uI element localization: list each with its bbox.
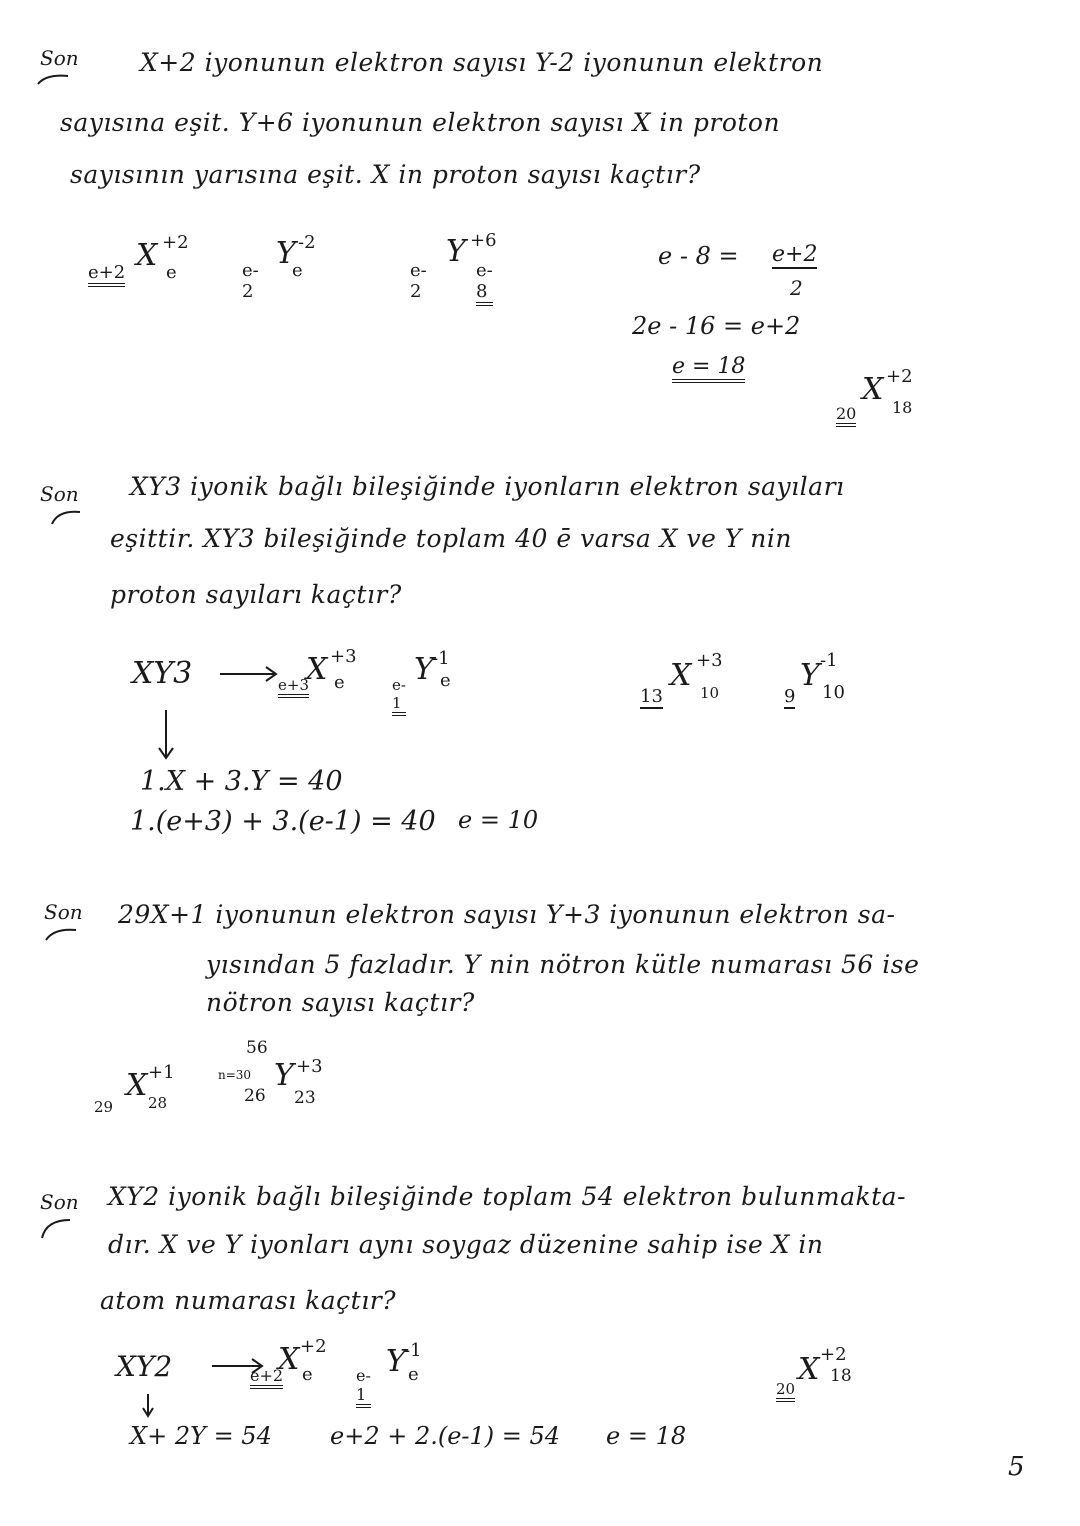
q3-line-3: nötron sayısı kaçtır? — [206, 988, 475, 1017]
q1-eq-denominator: 2 — [790, 276, 803, 300]
q4-line-3: atom numarası kaçtır? — [100, 1286, 397, 1315]
q1-eq-numerator: e+2 — [772, 242, 818, 267]
q2-eq-3: e = 10 — [458, 806, 539, 834]
q3-label: Son — [44, 900, 83, 924]
q2-line-2: eşittir. XY3 bileşiğinde toplam 40 ē varsa X ve Y nin — [110, 524, 792, 553]
q2-eq-2: 1.(e+3) + 3.(e-1) = 40 — [130, 806, 436, 837]
q4-line-1: XY2 iyonik bağlı bileşiğinde toplam 54 elektron bulunmakta- — [108, 1182, 907, 1211]
q2-line-3: proton sayıları kaçtır? — [110, 580, 402, 609]
q4-formula: XY2 — [116, 1350, 173, 1383]
down-arrow-icon — [140, 1392, 156, 1418]
q4-eq-3: e = 18 — [606, 1422, 687, 1450]
q1-label: Son — [40, 46, 79, 70]
q1-line-3: sayısının yarısına eşit. X in proton sayısı kaçtır? — [70, 160, 701, 189]
notebook-page: Son X+2 iyonunun elektron sayısı Y-2 iyonunun elektron sayısına eşit. Y+6 iyonunun elektron sayısı X in proton sayısının yarısına eşit. X in proton sayısı kaçtır? e+2 X +2 e e-2 Y -2 e e-2 Y +6 e-8 e - 8 = e+2 2 2e - 16 = e+2 e = 18 20 X +2 18 Son XY3 iyonik bağlı bileşiğinde iyonların elektron sayıları eşittir. XY3 bileşiğinde toplam 40 ē varsa X ve Y nin proton sayıları kaçtır? XY3 e+3 X +3 e e-1 Y -1 e 1.X + 3.Y = 40 1.(e+3) + 3.(e-1) = 40 e = 10 13 X +3 10 9 Y -1 10 Son 29X+1 iyonunun elektron sayısı Y+3 iyonunun elektron sa- yısından 5 fazladır. Y nin nötron kütle numarası 56 ise nötron sayısı kaçtır? 29 X +1 28 56 n=30 26 Y +3 23 Son XY2 iyonik bağlı bileşiğinde toplam 54 elektron bulunmakta- dır. X ve Y iyonları aynı soygaz düzenine sahip ise X in atom numarası kaçtır? XY2 e+2 X +2 e e-1 Y -1 e X+ 2Y = 54 e+2 + 2.(e-1) = 54 e = 18 20 X +2 18 5 — [0, 0, 1080, 1526]
q4-eq-2: e+2 + 2.(e-1) = 54 — [330, 1422, 561, 1450]
q1-eq-lhs: e - 8 = — [658, 242, 739, 270]
q2-eq-1: 1.X + 3.Y = 40 — [140, 766, 343, 797]
down-arrow-icon — [156, 708, 176, 762]
q1-line-1: X+2 iyonunun elektron sayısı Y-2 iyonunun elektron — [140, 48, 824, 77]
q4-label: Son — [40, 1190, 79, 1214]
q4-line-2: dır. X ve Y iyonları aynı soygaz düzenine sahip ise X in — [108, 1230, 824, 1259]
q3-line-1: 29X+1 iyonunun elektron sayısı Y+3 iyonunun elektron sa- — [118, 900, 896, 929]
hook-mark-icon — [36, 72, 72, 86]
q1-line-2: sayısına eşit. Y+6 iyonunun elektron sayısı X in proton — [60, 108, 781, 137]
q2-formula: XY3 — [132, 656, 193, 691]
q3-line-2: yısından 5 fazladır. Y nin nötron kütle numarası 56 ise — [206, 950, 920, 979]
q2-line-1: XY3 iyonik bağlı bileşiğinde iyonların elektron sayıları — [130, 472, 845, 501]
page-number: 5 — [1008, 1452, 1025, 1482]
q1-eq-2: 2e - 16 = e+2 — [632, 312, 801, 340]
q2-label: Son — [40, 482, 79, 506]
q4-eq-1: X+ 2Y = 54 — [130, 1422, 272, 1450]
hook-mark-icon — [44, 926, 80, 942]
q1-eq-3: e = 18 — [672, 354, 745, 379]
right-arrow-icon — [218, 664, 280, 684]
hook-mark-icon — [40, 1216, 76, 1240]
hook-mark-icon — [50, 506, 86, 526]
